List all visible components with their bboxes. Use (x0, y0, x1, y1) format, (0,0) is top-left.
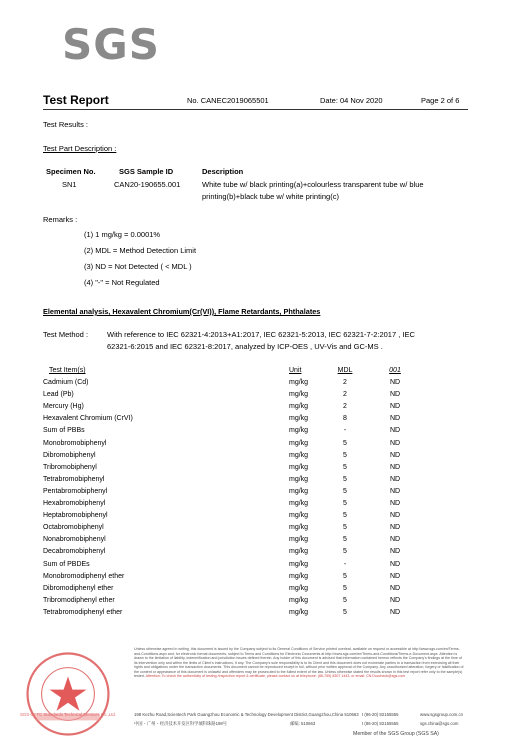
unit-cell: mg/kg (289, 379, 309, 387)
test-item-cell: Monobromobiphenyl (43, 439, 107, 447)
col-test-item: Test Item(s) (49, 367, 86, 374)
mdl-cell: 5 (343, 451, 347, 459)
test-item-cell: Tribromodiphenyl ether (43, 596, 115, 604)
table-row (43, 462, 425, 474)
unit-cell: mg/kg (289, 512, 309, 520)
telephone-1: t (86-20) 82155555 (362, 712, 399, 717)
result-cell: ND (389, 439, 401, 447)
mdl-cell: 2 (343, 403, 347, 411)
description-header: Description (202, 167, 244, 176)
mdl-cell: 5 (343, 475, 347, 483)
test-method-line-1: With reference to IEC 62321-4:2013+A1:2017, IEC 62321-5:2013, IEC 62321-7-2:2017 , IEC (107, 330, 415, 339)
result-cell: ND (389, 379, 401, 387)
report-date: Date: 04 Nov 2020 (320, 96, 383, 105)
part-description-label: Test Part Description : (43, 144, 117, 153)
mdl-cell: 5 (343, 439, 347, 447)
result-cell: ND (389, 536, 401, 544)
report-number: No. CANEC2019065501 (187, 96, 269, 105)
description-line-1: White tube w/ black printing(a)+colourless transparent tube w/ blue (202, 180, 424, 189)
section-title: Elemental analysis, Hexavalent Chromium(Cr(VI)), Flame Retardants, Phthalates (43, 307, 321, 316)
table-row (43, 450, 425, 462)
unit-cell: mg/kg (289, 391, 309, 399)
mdl-cell: - (343, 427, 347, 435)
address-chinese: 中国・广州・经济技术开发区科学城科珠路198号 (134, 721, 228, 726)
specimen-no-header: Specimen No. (46, 167, 96, 176)
remark-item: (3) ND = Not Detected ( < MDL ) (84, 262, 192, 271)
results-header-row (43, 365, 425, 377)
mdl-cell: 5 (343, 512, 347, 520)
table-row (43, 583, 425, 595)
test-item-cell: Decabromobiphenyl (43, 548, 106, 556)
col-unit: Unit (289, 367, 302, 374)
result-cell: ND (389, 560, 401, 568)
unit-cell: mg/kg (289, 608, 309, 616)
result-cell: ND (389, 475, 401, 483)
table-row (43, 534, 425, 546)
mdl-cell: 5 (343, 463, 347, 471)
mdl-cell: 5 (343, 548, 347, 556)
table-row (43, 510, 425, 522)
col-sample-001: 001 (389, 367, 401, 374)
test-item-cell: Sum of PBBs (43, 427, 85, 435)
mdl-cell: 5 (343, 584, 347, 592)
remark-item: (4) "-" = Not Regulated (84, 278, 160, 287)
remark-item: (2) MDL = Method Detection Limit (84, 246, 197, 255)
website-link[interactable]: www.sgsgroup.com.cn (420, 712, 463, 717)
unit-cell: mg/kg (289, 463, 309, 471)
test-item-cell: Tribromobiphenyl (43, 463, 97, 471)
result-cell: ND (389, 584, 401, 592)
seal-caption: SGS-CSTC Standards Technical Services Co.,Ltd. (20, 712, 116, 717)
test-item-cell: Dibromodiphenyl ether (43, 584, 114, 592)
mdl-cell: 2 (343, 379, 347, 387)
table-row (43, 438, 425, 450)
mdl-cell: 2 (343, 391, 347, 399)
remarks-label: Remarks : (43, 215, 78, 224)
result-cell: ND (389, 415, 401, 423)
table-row (43, 486, 425, 498)
table-row (43, 401, 425, 413)
postcode: 邮编: 510663 (290, 721, 316, 726)
unit-cell: mg/kg (289, 439, 309, 447)
results-table (43, 365, 425, 619)
table-row (43, 607, 425, 619)
mdl-cell: 5 (343, 524, 347, 532)
unit-cell: mg/kg (289, 427, 309, 435)
table-row (43, 377, 425, 389)
unit-cell: mg/kg (289, 560, 309, 568)
report-title: Test Report (43, 93, 109, 107)
result-cell: ND (389, 487, 401, 495)
mdl-cell: 5 (343, 487, 347, 495)
table-row (43, 571, 425, 583)
unit-cell: mg/kg (289, 596, 309, 604)
mdl-cell: 5 (343, 500, 347, 508)
disclaimer-body: Unless otherwise agreed in writing, this document is issued by the Company subject to its General Conditions of Service printed overleaf, available on request or accessible at http://www.sgs.com/en/Terms-and-Conditions.aspx and, for electronic format documents, subject to Terms and Conditions for Electronic Documents at http://www.sgs.com/en/Terms-and-Conditions/Terms-e-Document.aspx. Attention is drawn to the limitation of liability, indemnification and jurisdiction issues defined therein. Any holder of this document is advised that information contained hereon reflects the Company's findings at the time of its intervention only and within the limits of Client's instructions, if any. The Company's sole responsibility is to its Client and this document does not exonerate parties to a transaction from exercising all their rights and obligations under the transaction documents. This document cannot be reproduced except in full, without prior written approval of the Company. Any unauthorized alteration, forgery or falsification of the content or appearance of this document is unlawful and offenders may be prosecuted to the fullest extent of the law. Unless otherwise stated the results shown in this test report refer only to the sample(s) tested. (134, 647, 464, 678)
table-row (43, 425, 425, 437)
result-cell: ND (389, 451, 401, 459)
result-cell: ND (389, 403, 401, 411)
unit-cell: mg/kg (289, 415, 309, 423)
result-cell: ND (389, 572, 401, 580)
unit-cell: mg/kg (289, 524, 309, 532)
test-method-line-2: 62321-6:2015 and IEC 62321-8:2017, analyzed by ICP-OES , UV-Vis and GC-MS . (107, 342, 383, 351)
test-item-cell: Octabromobiphenyl (43, 524, 104, 532)
col-mdl: MDL (337, 367, 353, 374)
mdl-cell: 5 (343, 572, 347, 580)
test-item-cell: Tetrabromobiphenyl (43, 475, 105, 483)
mdl-cell: - (343, 560, 347, 568)
test-item-cell: Nonabromobiphenyl (43, 536, 106, 544)
result-cell: ND (389, 512, 401, 520)
unit-cell: mg/kg (289, 584, 309, 592)
unit-cell: mg/kg (289, 487, 309, 495)
mdl-cell: 5 (343, 536, 347, 544)
unit-cell: mg/kg (289, 548, 309, 556)
result-cell: ND (389, 524, 401, 532)
specimen-no: SN1 (62, 180, 77, 189)
table-row (43, 559, 425, 571)
test-item-cell: Cadmium (Cd) (43, 379, 89, 387)
telephone-2: t (86-20) 82155555 (362, 721, 399, 726)
test-item-cell: Hexabromobiphenyl (43, 500, 106, 508)
official-seal (24, 650, 112, 738)
test-results-label: Test Results : (43, 120, 89, 129)
email-link[interactable]: sgs.china@sgs.com (420, 721, 459, 726)
test-item-cell: Mercury (Hg) (43, 403, 84, 411)
test-item-cell: Hexavalent Chromium (CrVI) (43, 415, 133, 423)
result-cell: ND (389, 463, 401, 471)
result-cell: ND (389, 391, 401, 399)
page-number: Page 2 of 6 (421, 96, 460, 105)
result-cell: ND (389, 608, 401, 616)
test-item-cell: Tetrabromodiphenyl ether (43, 608, 123, 616)
sgs-logo: SGS (62, 20, 160, 69)
test-item-cell: Lead (Pb) (43, 391, 74, 399)
test-item-cell: Sum of PBDEs (43, 560, 90, 568)
table-row (43, 522, 425, 534)
test-method-label: Test Method : (43, 330, 89, 339)
sample-id-header: SGS Sample ID (119, 167, 174, 176)
header-rule (43, 109, 468, 110)
mdl-cell: 8 (343, 415, 347, 423)
disclaimer-text (134, 647, 466, 679)
test-item-cell: Monobromodiphenyl ether (43, 572, 125, 580)
table-row (43, 474, 425, 486)
table-row (43, 413, 425, 425)
address-english: 198 Kezhu Road,Scientech Park Guangzhou Economic & Technology Development District,Guangzhou,China 510663 (134, 712, 359, 717)
remark-item: (1) 1 mg/kg = 0.0001% (84, 230, 161, 239)
test-item-cell: Dibromobiphenyl (43, 451, 96, 459)
result-cell: ND (389, 427, 401, 435)
table-row (43, 546, 425, 558)
description-line-2: printing(b)+black tube w/ white printing(c) (202, 192, 339, 201)
unit-cell: mg/kg (289, 451, 309, 459)
result-cell: ND (389, 500, 401, 508)
unit-cell: mg/kg (289, 403, 309, 411)
table-row (43, 498, 425, 510)
sample-id: CAN20-190655.001 (114, 180, 181, 189)
authenticity-notice: Attention: To check the authenticity of testing /inspection report & certificate, please contact us at telephone: (86-755) 8307 1443, or email: CN.Doccheck@sgs.com (145, 674, 406, 678)
test-item-cell: Heptabromobiphenyl (43, 512, 108, 520)
member-of-sgs-group: Member of the SGS Group (SGS SA) (353, 731, 439, 737)
mdl-cell: 5 (343, 608, 347, 616)
unit-cell: mg/kg (289, 572, 309, 580)
table-row (43, 595, 425, 607)
result-cell: ND (389, 548, 401, 556)
mdl-cell: 5 (343, 596, 347, 604)
unit-cell: mg/kg (289, 475, 309, 483)
test-item-cell: Pentabromobiphenyl (43, 487, 108, 495)
table-row (43, 389, 425, 401)
result-cell: ND (389, 596, 401, 604)
unit-cell: mg/kg (289, 536, 309, 544)
unit-cell: mg/kg (289, 500, 309, 508)
